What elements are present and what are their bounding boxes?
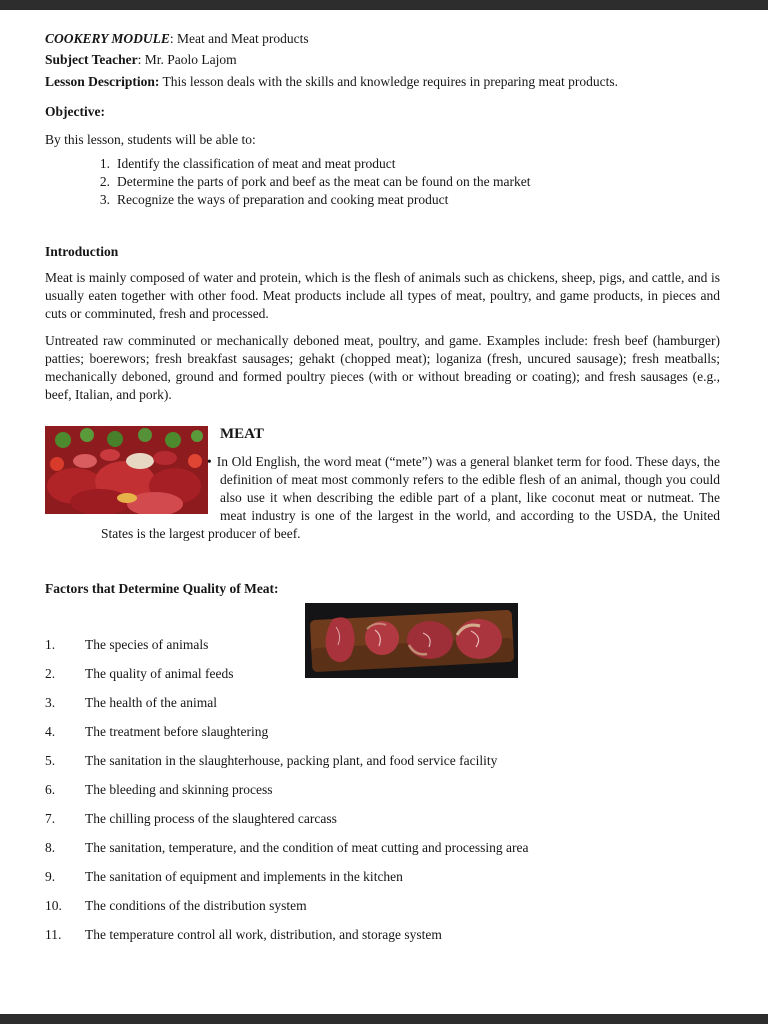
objective-item: [90, 191, 720, 209]
lesson-description-text: This lesson deals with the skills and knowledge requires in preparing meat products.: [159, 73, 619, 89]
meat-collage-photo: [45, 426, 208, 514]
factor-item-number: 5.: [45, 752, 56, 768]
meat-section: [45, 426, 720, 543]
factor-item-text: The sanitation in the slaughterhouse, packing plant, and food service facility: [85, 752, 498, 768]
objective-heading: Objective:: [45, 103, 105, 119]
factor-item-text: The temperature control all work, distribution, and storage system: [85, 927, 442, 943]
objective-item-number: 1.: [99, 156, 110, 172]
subject-teacher-text: : Mr. Paolo Lajom: [137, 52, 237, 68]
factor-item-number: 8.: [45, 839, 56, 855]
factor-item: [45, 752, 720, 770]
factor-item: [45, 926, 720, 944]
factor-item: [45, 868, 720, 886]
factors-section: [45, 581, 720, 944]
objective-list: [90, 155, 720, 209]
factor-item-text: The sanitation, temperature, and the condition of meat cutting and processing area: [85, 839, 529, 855]
factor-item: [45, 723, 720, 741]
factors-heading: Factors that Determine Quality of Meat:: [45, 580, 279, 596]
factor-item-number: 7.: [45, 810, 56, 826]
subject-teacher-line: [45, 51, 720, 68]
factor-item-number: 6.: [45, 781, 56, 797]
factor-item-number: 3.: [45, 694, 56, 710]
factor-item-text: The quality of animal feeds: [85, 665, 234, 681]
factor-item: [45, 897, 720, 915]
factor-item-text: The health of the animal: [85, 694, 217, 710]
factor-item-text: The treatment before slaughtering: [85, 723, 269, 739]
objective-item: [90, 155, 720, 173]
bullet-marker: •: [207, 453, 212, 469]
introduction-paragraph-1: Meat is mainly composed of water and protein, which is the flesh of animals such as chickens, sheep, pigs, and cattle, and is usually eaten together with other food. Meat products include all types of meat, poultry, and game products, in pieces and cuts or comminuted, fresh and processed.: [45, 270, 720, 322]
factor-item-number: 1.: [45, 636, 56, 652]
objective-item-number: 3.: [99, 192, 110, 208]
factor-item-text: The conditions of the distribution system: [85, 898, 307, 914]
factor-item-number: 2.: [45, 665, 56, 681]
factor-item: [45, 810, 720, 828]
objective-item-text: Determine the parts of pork and beef as the meat can be found on the market: [117, 174, 531, 190]
factor-item: [45, 839, 720, 857]
objective-item: [90, 173, 720, 191]
factor-item-text: The bleeding and skinning process: [85, 781, 273, 797]
viewer-bottom-edge: [0, 1014, 768, 1024]
factor-item: [45, 781, 720, 799]
module-title-label: COOKERY MODULE: [45, 31, 170, 46]
viewer-top-edge: [0, 0, 768, 10]
factor-item-number: 4.: [45, 723, 56, 739]
factor-item-text: The sanitation of equipment and implements in the kitchen: [85, 869, 403, 885]
factor-item-text: The species of animals: [85, 636, 209, 652]
factors-list: [45, 636, 720, 944]
objective-item-number: 2.: [99, 174, 110, 190]
introduction-heading: Introduction: [45, 244, 119, 260]
lesson-description-line: [45, 73, 720, 90]
meat-bullet-text: In Old English, the word meat (“mete”) was a general blanket term for food. These days, the definition of meat most commonly refers to the edible flesh of an animal, though you could also use it when describing the edible part of a plant, like coconut meat or nutmeat. The meat industry is one of the largest in the world, and according to the USDA, the United States is the largest producer of beef.: [101, 453, 720, 541]
lesson-description-label: Lesson Description:: [45, 73, 160, 89]
factor-item-number: 10.: [45, 898, 62, 914]
objective-item-text: Identify the classification of meat and meat product: [117, 156, 396, 172]
module-title-line: [45, 30, 720, 47]
introduction-paragraph-2: Untreated raw comminuted or mechanically deboned meat, poultry, and game. Examples include: fresh beef (hamburger) patties; boerewors; fresh breakfast sausages; gehakt (chopped meat); loganiza (fresh, uncured sausage); fresh meatballs; mechanically deboned, ground and formed poultry pieces (with or without breading or coating); and fresh sausages (e.g., beef, Italian, and pork).: [45, 333, 720, 402]
factor-item-text: The chilling process of the slaughtered carcass: [85, 810, 337, 826]
objective-intro: By this lesson, students will be able to:: [45, 131, 256, 147]
module-title-text: : Meat and Meat products: [169, 31, 309, 46]
factor-item-number: 9.: [45, 869, 56, 885]
factor-item-number: 11.: [45, 927, 62, 943]
subject-teacher-label: Subject Teacher: [45, 52, 138, 68]
objective-item-text: Recognize the ways of preparation and cooking meat product: [117, 192, 449, 208]
factor-item: [45, 694, 720, 712]
meat-heading: MEAT: [220, 425, 264, 442]
steaks-photo: [305, 603, 518, 678]
